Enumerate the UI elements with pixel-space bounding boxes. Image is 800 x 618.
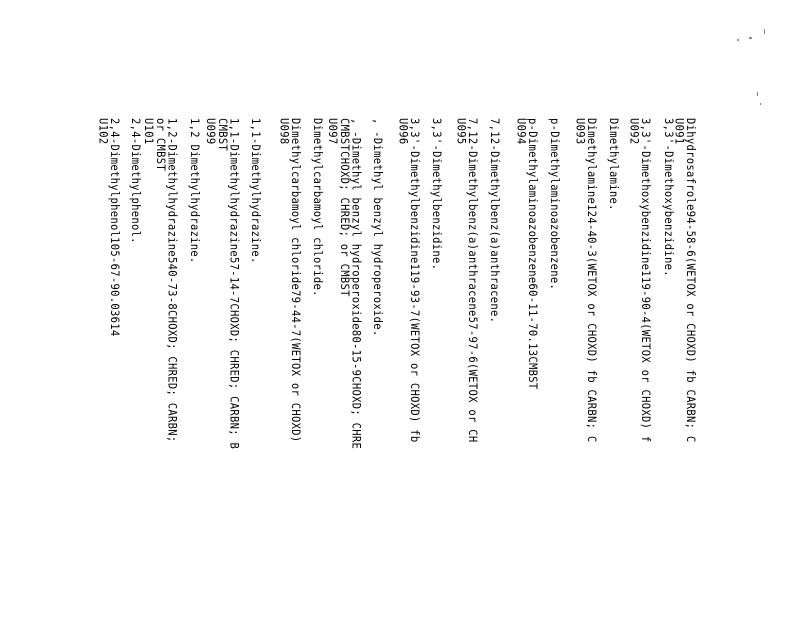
entry-code-line: CMBSTCHOXD; CHRED; or CMBST — [337, 118, 351, 297]
entry-text: 2,4-Dimethylphenol. — [128, 118, 142, 244]
chemical-entry — [627, 118, 651, 442]
entry-code-line: U097 — [325, 118, 339, 145]
chemical-entry — [277, 118, 301, 442]
entry-code-line: U102 — [96, 118, 110, 145]
entry-code-line: CMBST — [215, 118, 229, 152]
scan-speck — [757, 92, 758, 96]
chemical-entry — [249, 118, 261, 264]
entry-text: 1,1-Dimethylhydrazine. — [248, 118, 262, 264]
entry-text: Dimethylcarbamoyl chloride79-44-7(WETOX or CHOXD) — [289, 118, 302, 443]
chemical-entry — [662, 118, 674, 277]
chemical-entry — [326, 118, 362, 449]
entry-text: 1,2 Dimethylhydrazine. — [187, 118, 201, 264]
entry-text: Dimethylamine124-40-3(WETOX or CHOXD) fb CARBN; C — [585, 118, 598, 443]
entry-text: , -Dimethyl benzyl hydroperoxide. — [370, 118, 384, 337]
entry-code-line: U095 — [454, 118, 468, 145]
entry-text: p-Dimethylaminoazobenzene. — [547, 118, 561, 291]
entry-code-line: U101 — [141, 118, 155, 145]
chemical-entry — [548, 118, 560, 290]
entry-code-line: U094 — [514, 118, 528, 145]
entry-code-line: or CMBST — [153, 118, 167, 171]
chemical-entry — [672, 118, 696, 442]
scan-speck — [760, 103, 761, 105]
entry-text: 7,12-Dimethylbenz(a)anthracene. — [487, 118, 501, 324]
chemical-entry — [488, 118, 500, 323]
entry-text: , -Dimethyl benzyl hydroperoxide80-15-9CHOXD; CHRE — [349, 118, 363, 450]
entry-text: 3,3'-Dimethylbenzidine. — [429, 118, 443, 271]
chemical-entry — [514, 118, 538, 389]
entry-text: Dihydrosafrole94-58-6(WETOX or CHOXD) fb CARBN; C — [684, 118, 697, 443]
entry-text: 3,3'-Dimethylbenzidine119-93-7(WETOX or CHOXD) fb — [408, 118, 421, 443]
entry-text: Dimethylcarbamoyl chloride. — [310, 118, 324, 297]
chemical-entry — [129, 118, 141, 244]
entry-code-line: U093 — [573, 118, 587, 145]
chemical-entry — [142, 118, 178, 442]
entry-text: 3,3'-Dimethoxybenzidine. — [661, 118, 675, 277]
chemical-entry — [607, 118, 619, 211]
chemical-entry — [396, 118, 420, 442]
entry-code-line: U091 — [672, 118, 686, 145]
scan-speck — [764, 29, 765, 34]
chemical-entry — [311, 118, 323, 297]
entry-text: 3,3'-Dimethoxybenzidine119-90-4(WETOX or CHOXD) f — [639, 118, 652, 443]
chemical-entry — [573, 118, 597, 442]
chemical-entry — [454, 118, 478, 442]
entry-code-line: U099 — [203, 118, 217, 145]
entry-text: Dimethylamine. — [606, 118, 620, 211]
scan-speck — [737, 39, 739, 41]
chemical-entry — [430, 118, 442, 270]
entry-text: 1,2-Dimethylhydrazine540-73-8CHOXD; CHRED; CARBN; — [165, 118, 179, 443]
entry-text: 7,12-Dimethylbenz(a)anthracene57-97-6(WETOX or CH — [466, 118, 479, 443]
scan-speck — [749, 37, 752, 39]
chemical-entry — [188, 118, 200, 264]
entry-text: 2,4-Dimethylphenol105-67-90.03614 — [108, 118, 121, 337]
entry-text: 1,1-Dimethylhydrazine57-14-7CHOXD; CHRED; CARBN; B — [227, 118, 241, 450]
chemical-entry — [371, 118, 383, 337]
entry-code-line: U096 — [396, 118, 410, 145]
chemical-entry — [96, 118, 120, 337]
entry-code-line: U098 — [277, 118, 291, 145]
chemical-entry — [204, 118, 240, 449]
entry-code-line: U092 — [627, 118, 641, 145]
entry-text: p-Dimethylaminoazobenzene60-11-70.13CMBST — [526, 118, 539, 390]
